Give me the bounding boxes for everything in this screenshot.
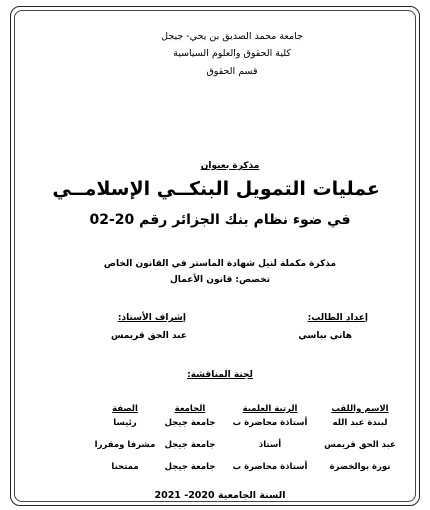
student-name: هاني بباسي — [298, 331, 352, 341]
col-header-role: الصفة — [112, 404, 138, 414]
table-cell: لبندة عبد الله — [332, 418, 388, 428]
memo-label: مذكرة بعنوان — [200, 161, 260, 171]
table-cell: عبد الحق قريمس — [324, 440, 396, 450]
col-header-rank: الرتبة العلمية — [242, 404, 298, 414]
table-cell: أستاذة محاضرة ب — [232, 418, 308, 428]
table-cell: نورة بوالخضرة — [329, 462, 391, 472]
thesis-title: عمليات التمويل البنكــي الإسلامــي — [52, 178, 380, 200]
table-cell: مشرفا ومقررا — [94, 440, 156, 450]
supervisor-name: عبد الحق قريمس — [111, 331, 187, 341]
specialty-line: تخصص: قانون الأعمال — [169, 275, 270, 285]
table-cell: جامعة جيجل — [164, 440, 216, 450]
student-label: إعداد الطالب: — [307, 313, 368, 323]
table-cell: جامعة جيجل — [164, 462, 216, 472]
academic-year: السنة الجامعية 2020- 2021 — [154, 490, 286, 501]
col-header-name: الاسم واللقب — [331, 404, 389, 414]
thesis-subtitle: في ضوء نظام بنك الجزائر رقم 20-02 — [89, 212, 351, 228]
table-cell: ممتحنا — [111, 462, 139, 472]
faculty-name: كلية الحقوق والعلوم السياسية — [173, 48, 291, 59]
degree-line: مذكرة مكملة لنيل شهادة الماستر في القانون الخاص — [103, 259, 337, 269]
table-cell: أستاذة محاضرة ب — [232, 462, 308, 472]
table-cell: رئيسا — [113, 418, 137, 428]
university-name: جامعة محمد الصديق بن يحي- جيجل — [161, 31, 303, 42]
inner-border — [14, 10, 416, 502]
committee-heading: لجنة المناقشة: — [187, 370, 253, 380]
supervisor-label: إشراف الأستاذ: — [117, 313, 186, 323]
table-cell: جامعة جيجل — [164, 418, 216, 428]
department-name: قسم الحقوق — [206, 66, 258, 77]
col-header-university: الجامعة — [174, 404, 206, 414]
table-cell: أستاذ — [258, 440, 282, 450]
